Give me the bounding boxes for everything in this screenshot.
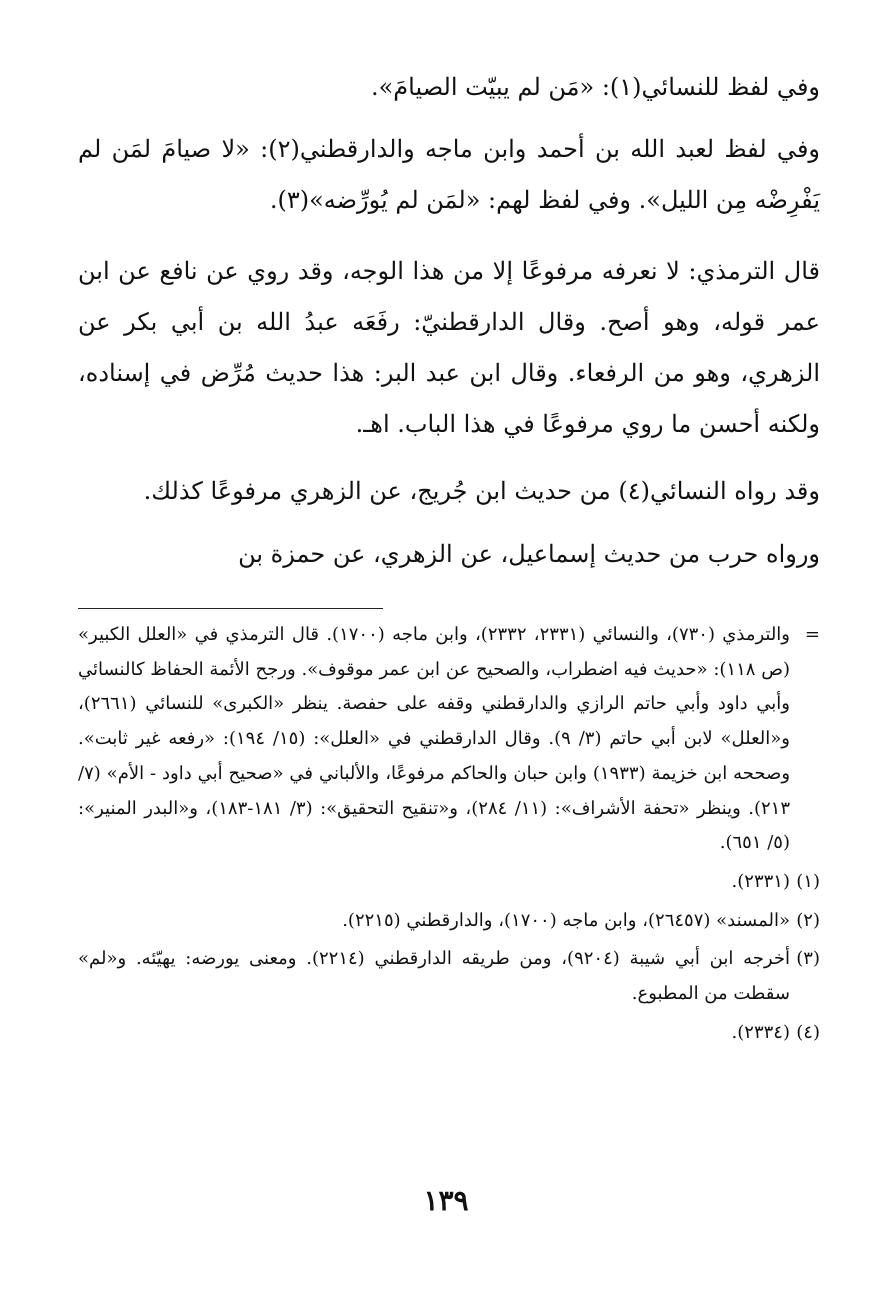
footnote-marker: (٤) [796,1021,820,1043]
continuation-mark: = [804,624,820,645]
paragraph-3: قال الترمذي: لا نعرفه مرفوعًا إلا من هذا الوجه، وقد روي عن نافع عن ابن عمر قوله، وهو أصح. وقال الدارقطنيّ: رفَعَه عبدُ الله بن أبي بكر عن الزهري، وهو من الرفعاء. وقال ابن عبد البر: هذا حديث مُرِّض في إسناده، ولكنه أحسن ما روي مرفوعًا في هذا الباب. اهـ. [78,257,820,438]
footnote-marker: (٣) [796,948,820,970]
footnote-text: (٢٣٣١). [731,870,790,892]
footnote-marker: (٢) [796,909,820,931]
paragraph-2: وفي لفظ لعبد الله بن أحمد وابن ماجه والدارقطني(٢): «لا صيامَ لمَن لم يَفْرِضْه مِن الليل». وفي لفظ لهم: «لمَن لم يُورِّضه»(٣). [78,135,821,214]
footnotes [78,618,820,1050]
footnote-text: «المسند» (٢٦٤٥٧)، وابن ماجه (١٧٠٠)، والدارقطني (٢٢١٥). [342,909,790,931]
paragraph-1: وفي لفظ للنسائي(١): «مَن لم يبيّت الصيامَ». [370,73,820,101]
footnote-text: والترمذي (٧٣٠)، والنسائي (٢٣٣١، ٢٣٣٢)، وابن ماجه (١٧٠٠). قال الترمذي في «العلل الكبير» (ص ١١٨): «حديث فيه اضطراب، والصحيح عن ابن عمر موقوف». ورجح الأئمة الحفاظ كالنسائي وأبي داود وأبي حاتم الرازي والدارقطني وقفه على حفصة. ينظر «الكبرى» للنسائي (٢٦٦١)، و«العلل» لابن أبي حاتم (٣/ ٩). وقال الدارقطني في «العلل»: (١٥/ ١٩٤): «رفعه غير ثابت». وصححه ابن خزيمة (١٩٣٣) وابن حبان والحاكم مرفوعًا، والألباني في «صحيح أبي داود - الأم» (٧/ ٢١٣). وينظر «تحفة الأشراف»: (١١/ ٢٨٤)، و«تنقيح التحقيق»: (٣/ ١٨١-١٨٣)، و«البدر المنير»: (٥/ ٦٥١). [78,624,791,854]
paragraph-4: وقد رواه النسائي(٤) من حديث ابن جُريج، عن الزهري مرفوعًا كذلك. [143,477,820,505]
footnote-1 [78,865,820,900]
main-text [78,62,820,580]
footnote-continuation [78,618,820,861]
footnote-2 [78,904,820,939]
footnote-3 [78,942,820,1011]
footnote-4 [78,1016,820,1051]
footnote-text: أخرجه ابن أبي شيبة (٩٢٠٤)، ومن طريقه الدارقطني (٢٢١٤). ومعنى يورضه: يهيّئه. و«لم» سقطت من المطبوع. [78,948,790,1005]
footnote-marker: (١) [796,870,820,892]
footnote-text: (٢٣٣٤). [731,1021,790,1043]
page-number: ١٣٩ [423,1184,469,1217]
paragraph-5: ورواه حرب من حديث إسماعيل، عن الزهري، عن حمزة بن [238,540,820,568]
footnote-separator [78,608,383,609]
